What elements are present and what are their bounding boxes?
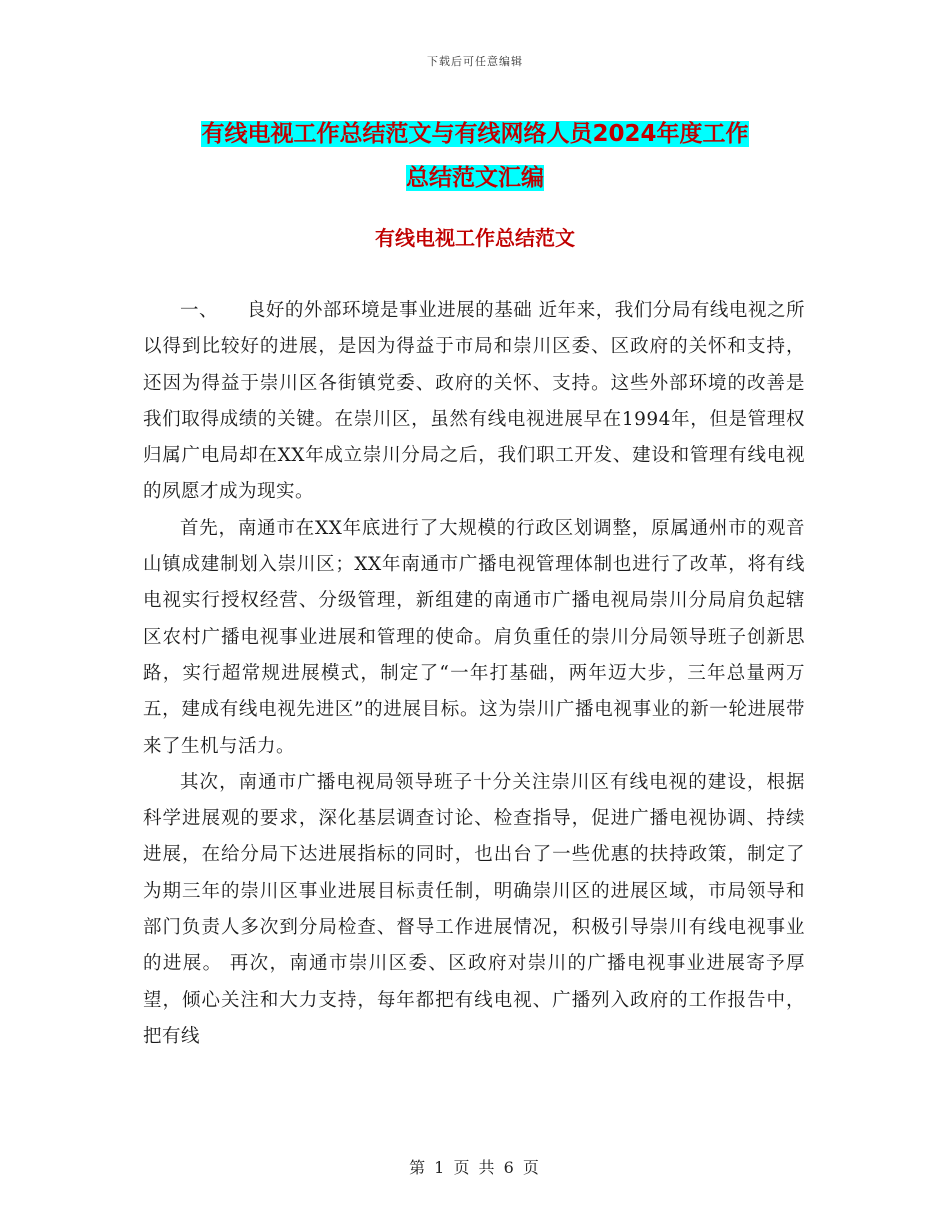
paragraph: 一、 良好的外部环境是事业进展的基础 近年来，我们分局有线电视之所以得到比较好的进展，是因为得益于市局和崇川区委、区政府的关怀和支持，还因为得益于崇川区各街镇党委、政府的关怀、支持。这些外部环境的改善是我们取得成绩的关键。在崇川区，虽然有线电视进展早在1994年，但是管理权归属广电局却在XX年成立崇川分局之后，我们职工开发、建设和管理有线电视的夙愿才成为现实。	[143, 300, 805, 503]
page-number-footer: 第 1 页 共 6 页	[409, 1158, 541, 1177]
paragraph: 其次，南通市广播电视局领导班子十分关注崇川区有线电视的建设，根据科学进展观的要求，深化基层调查讨论、检查指导，促进广播电视协调、持续进展，在给分局下达进展指标的同时，也出台了一些优惠的扶持政策，制定了为期三年的崇川区事业进展目标责任制，明确崇川区的进展区域，市局领导和部门负责人多次到分局检查、督导工作进展情况，积极引导崇川有线电视事业的进展。 再次，南通市崇川区委、区政府对崇川的广播电视事业进展寄予厚望，倾心关注和大力支持，每年都把有线电视、广播列入政府的工作报告中，把有线	[143, 771, 805, 1047]
paragraph: 首先，南通市在XX年底进行了大规模的行政区划调整，原属通州市的观音山镇成建制划入崇川区；XX年南通市广播电视管理体制也进行了改革，将有线电视实行授权经营、分级管理，新组建的南通市广播电视局崇川分局肩负起辖区农村广播电视事业进展和管理的使命。肩负重任的崇川分局领导班子创新思路，实行超常规进展模式，制定了“一年打基础，两年迈大步，三年总量两万五，建成有线电视先进区”的进展目标。这为崇川广播电视事业的新一轮进展带来了生机与活力。	[143, 517, 805, 757]
section-title: 有线电视工作总结范文	[375, 226, 575, 250]
page-header-note: 下载后可任意编辑	[427, 55, 523, 68]
document-title-line-2: 总结范文汇编	[406, 165, 544, 191]
document-title-line-1: 有线电视工作总结范文与有线网络人员2024年度工作	[201, 121, 749, 147]
document-body	[143, 293, 805, 1055]
document-title	[0, 112, 950, 200]
